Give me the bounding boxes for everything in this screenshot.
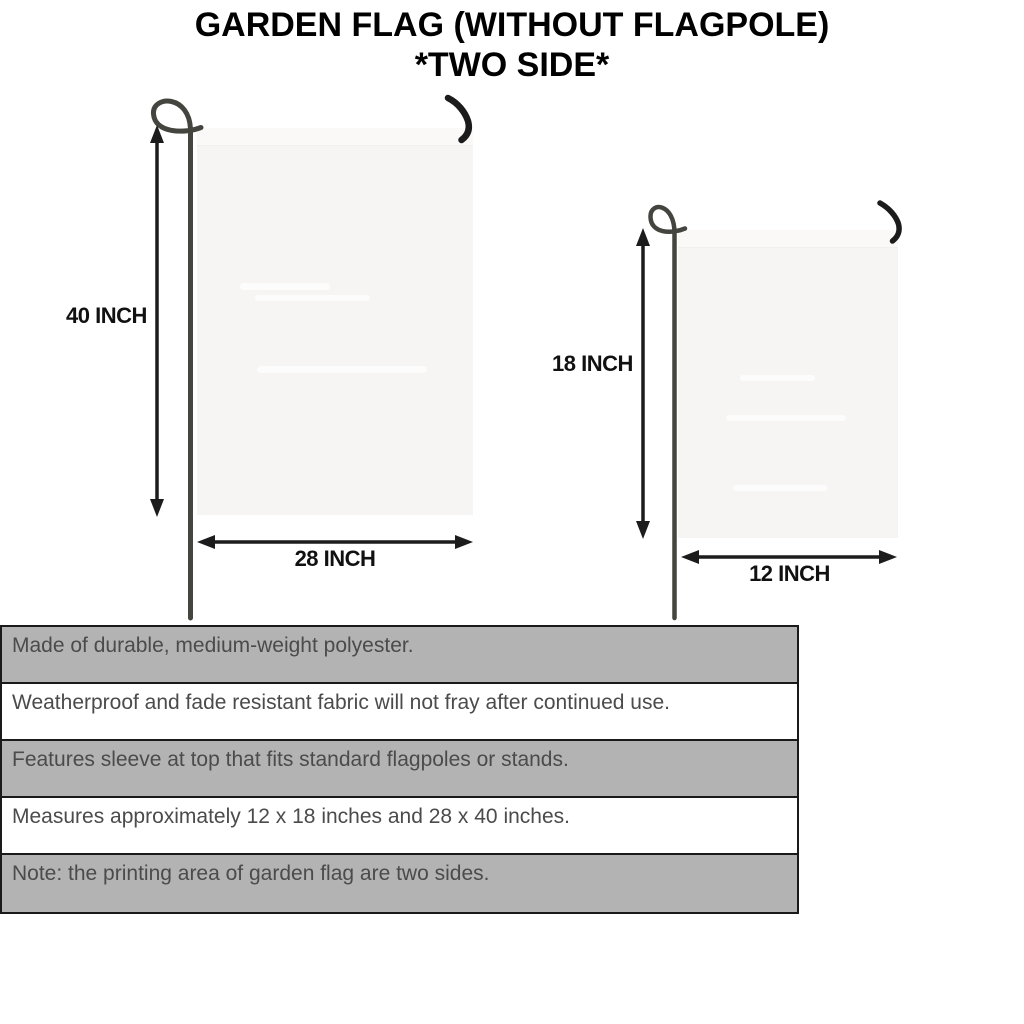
small-flag: [678, 230, 898, 538]
small-flag-height-arrow: [636, 228, 650, 539]
small-flag-sleeve: [678, 230, 898, 248]
feature-text: Measures approximately 12 x 18 inches and 28 x 40 inches.: [12, 805, 570, 828]
feature-text: Weatherproof and fade resistant fabric will not fray after continued use.: [12, 691, 670, 714]
small-flag-height-label: 18 INCH: [552, 351, 633, 376]
large-flag-height-label: 40 INCH: [66, 303, 147, 328]
large-flag-print-ghost: [255, 295, 370, 301]
small-flag-print-ghost: [733, 485, 828, 491]
small-flag-print-ghost: [740, 375, 815, 381]
title-line-1: GARDEN FLAG (WITHOUT FLAGPOLE): [194, 6, 830, 44]
feature-row-material: [2, 627, 797, 684]
feature-text: Made of durable, medium-weight polyester.: [12, 634, 414, 657]
large-flag: [197, 128, 473, 515]
feature-row-measures: [2, 798, 797, 855]
title-line-2: *TWO SIDE*: [414, 46, 610, 84]
large-flag-width-label: 28 INCH: [294, 546, 376, 571]
feature-row-sleeve: [2, 741, 797, 798]
feature-text: Features sleeve at top that fits standard flagpoles or stands.: [12, 748, 569, 771]
large-flag-print-ghost: [240, 283, 330, 290]
feature-text: Note: the printing area of garden flag are two sides.: [12, 862, 490, 885]
page-title: [0, 5, 1024, 85]
feature-row-weatherproof: [2, 684, 797, 741]
small-flag-width-label: 12 INCH: [749, 561, 830, 586]
large-flagpole: [153, 101, 201, 618]
large-flag-height-arrow: [150, 125, 164, 517]
features-table: [0, 625, 799, 914]
large-flag-sleeve: [197, 128, 473, 146]
small-flag-print-ghost: [726, 415, 846, 421]
large-flag-print-ghost: [257, 366, 427, 373]
feature-row-note: [2, 855, 797, 912]
